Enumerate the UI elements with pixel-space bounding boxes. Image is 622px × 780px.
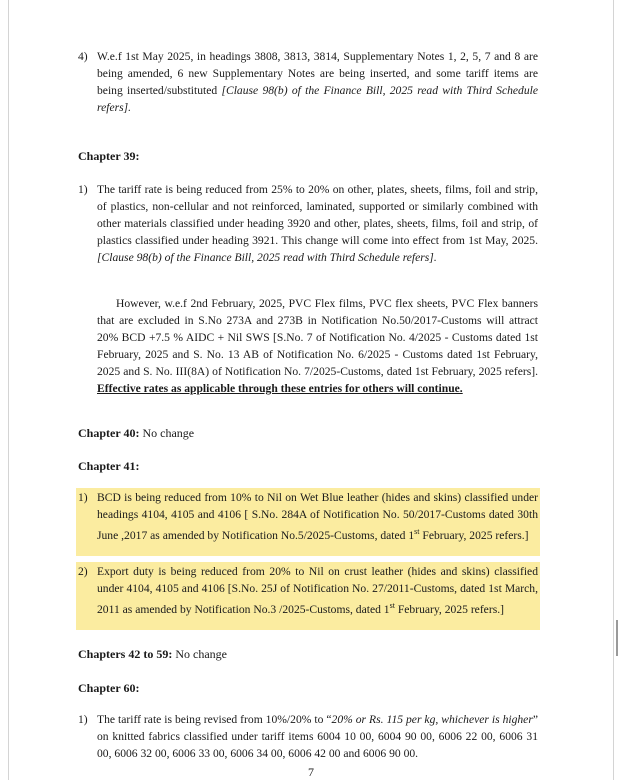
item-number: 1) xyxy=(78,183,88,196)
chapter-60-heading: Chapter 60: xyxy=(78,681,140,695)
chapters-42-59-heading: Chapters 42 to 59: No change xyxy=(78,647,227,661)
scrollbar-thumb[interactable] xyxy=(616,620,618,656)
page-border-right xyxy=(613,0,614,780)
chapter-40-heading: Chapter 40: No change xyxy=(78,426,195,440)
chapter-41-heading: Chapter 41: xyxy=(78,459,140,473)
chapter-41-item-2-text: Export duty is being reduced from 20% to Nil on crust leather (hides and skins) classified under 4104, 4105 and 4106 [S.No. 25J of Notification No. 27/2011-Customs, dated 1st March, 2011 as amended by Notification No.3 /2025-Customs, dated 1st February, 2025 refers.] xyxy=(97,565,538,616)
chapter-41-item-1-text: BCD is being reduced from 10% to Nil on Wet Blue leather (hides and skins) classified under headings 4104, 4105 and 4106 [ S.No. 284A of Notification No. 50/2017-Customs dated 30th June ,2017 as amended by Notification No.5/2025-Customs, dated 1st February, 2025 refers.] xyxy=(97,491,538,542)
item-number: 1) xyxy=(78,491,88,504)
page-border-left xyxy=(8,0,9,780)
chapter-60-item-1-text: The tariff rate is being revised from 10%/20% to “20% or Rs. 115 per kg, whichever is higher” on knitted fabrics classified under tariff items 6004 10 00, 6004 90 00, 6006 22 00, 6006 31 00, 6006 32 00, 6006 33 00, 6006 34 00, 6006 42 00 and 6006 90 00. xyxy=(97,713,539,760)
however-paragraph: However, w.e.f 2nd February, 2025, PVC Flex films, PVC flex sheets, PVC Flex banners that are excluded in S.No 273A and 273B in Notification No.50/2017-Customs will attract 20% BCD +7.5 % AIDC + Nil SWS [S.No. 7 of Notification No. 4/2025 - Customs dated 1st February, 2025 and S. No. 13 AB of Notification No. 6/2025 - Customs dated 1st February, 2025 and S. No. III(8A) of Notification No. 7/2025-Customs, dated 1st February, 2025 refers]. Effective rates as applicable through these entries for others will continue. xyxy=(97,297,538,395)
clause-reference: [Clause 98(b) of the Finance Bill, 2025 read with Third Schedule refers]. xyxy=(97,84,539,114)
item-4-text: W.e.f 1st May 2025, in headings 3808, 3813, 3814, Supplementary Notes 1, 2, 5, 7 and 8 are being amended, 6 new Supplementary Notes are being inserted, and some tariff items are being inserted/substituted [Clause 98(b) of the Finance Bill, 2025 read with Third Schedule refers]. xyxy=(97,50,539,114)
item-number: 4) xyxy=(78,50,88,63)
emphasis-text: Effective rates as applicable through these entries for others will continue. xyxy=(97,382,463,395)
item-number: 2) xyxy=(78,565,88,578)
chapter-40-status: No change xyxy=(142,426,195,440)
chapters-42-59-status: No change xyxy=(175,647,227,661)
item-number: 1) xyxy=(78,713,88,726)
chapter-39-heading: Chapter 39: xyxy=(78,149,140,163)
clause-reference: [Clause 98(b) of the Finance Bill, 2025 read with Third Schedule refers]. xyxy=(97,251,437,264)
page-number: 7 xyxy=(308,765,314,779)
chapter-39-item-1-text: The tariff rate is being reduced from 25% to 20% on other, plates, sheets, films, foil and strip, of plastics, non-cellular and not reinforced, laminated, supported or similarly combined with other materials classified under heading 3920 and other, plates, sheets, films, foil and strip, of plastics classified under heading 3921. This change will come into effect from 1st May, 2025. [Clause 98(b) of the Finance Bill, 2025 read with Third Schedule refers]. xyxy=(97,183,538,264)
